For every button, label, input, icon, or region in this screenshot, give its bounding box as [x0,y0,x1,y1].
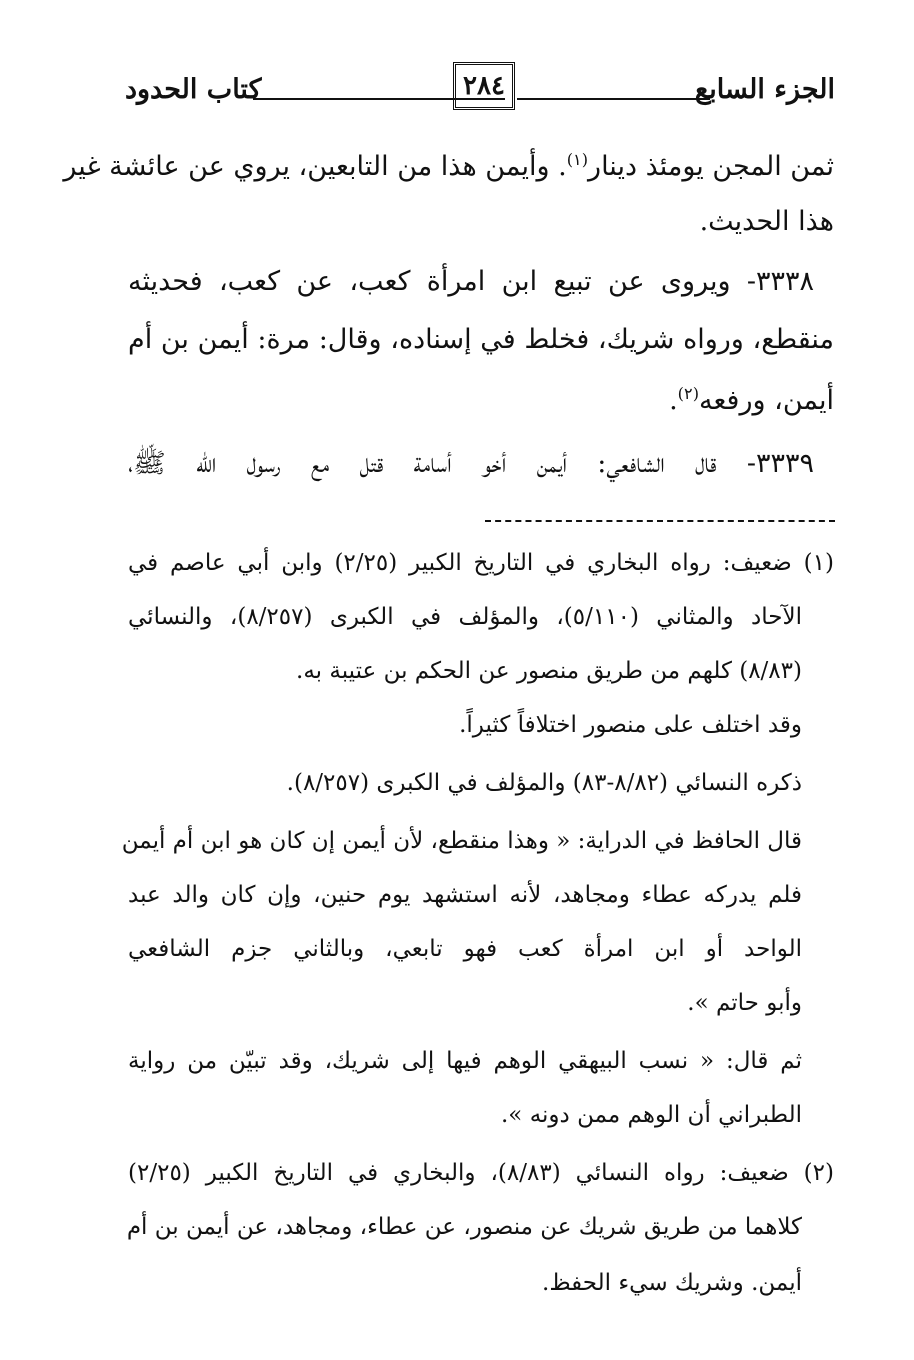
header-rule-left [253,98,505,100]
volume-title: الجزء السابع [694,74,835,105]
header-rule-right [517,98,710,100]
footnote-line-5: ذكره النسائي (٨/٨٢-٨٣) والمؤلف في الكبرى (٨/٢٥٧). [286,770,802,796]
footnote-line-12: (٢) ضعيف: رواه النسائي (٨/٨٣)، والبخاري في التاريخ الكبير (٢/٢٥) [128,1160,834,1186]
body-line-5: أيمن، ورفعه$^{(٢)}$. [669,384,834,416]
footnote-line-11: الطبراني أن الوهم ممن دونه ». [501,1102,802,1128]
footnote-line-4: وقد اختلف على منصور اختلافاً كثيراً. [459,712,802,738]
footnote-line-7: فلم يدركه عطاء ومجاهد، لأنه استشهد يوم حنين، وإن كان والد عبد [128,882,802,908]
footnote-ref-2: (٢) [677,384,700,403]
page-number-box: ٢٨٤ [453,62,515,110]
footnote-line-10: ثم قال: « نسب البيهقي الوهم فيها إلى شريك، وقد تبيّن من رواية [128,1048,802,1074]
footnote-ref-1: (١) [566,150,589,169]
running-header [125,62,835,118]
body-line-1: ثمن المجن يومئذ دينار$^{(١)}$. وأيمن هذا من التابعين، يروي عن عائشة غير [63,150,834,182]
body-line-4: منقطع، ورواه شريك، فخلط في إسناده، وقال: مرة: أيمن بن أم [128,324,834,355]
body-line-3: ٣٣٣٨- ويروى عن تبيع ابن امرأة كعب، عن كعب، فحديثه [128,266,814,297]
book-title: كتاب الحدود [125,74,262,105]
footnote-line-6: قال الحافظ في الدراية: « وهذا منقطع، لأن أيمن إن كان هو ابن أم أيمن [121,828,802,854]
footnote-separator [485,520,835,522]
footnote-line-2: الآحاد والمثاني (٥/١١٠)، والمؤلف في الكبرى (٨/٢٥٧)، والنسائي [128,604,802,630]
footnote-line-1: (١) ضعيف: رواه البخاري في التاريخ الكبير (٢/٢٥) وابن أبي عاصم في [128,550,834,576]
footnote-line-13: كلاهما من طريق شريك عن منصور، عن عطاء، ومجاهد، عن أيمن بن أم [126,1214,802,1240]
footnote-line-3: (٨/٨٣) كلهم من طريق منصور عن الحكم بن عتيبة به. [296,658,802,684]
footnote-line-9: وأبو حاتم ». [687,990,802,1016]
body-line-2: هذا الحديث. [699,206,834,237]
body-line-6: ٣٣٣٩- قال الشافعي: أيمن أخو أسامة قتل مع رسول الله ﷺ، [128,448,814,479]
footnote-line-8: الواحد أو ابن امرأة كعب فهو تابعي، وبالثاني جزم الشافعي [128,936,802,962]
footnote-line-14: أيمن. وشريك سيء الحفظ. [542,1270,802,1296]
